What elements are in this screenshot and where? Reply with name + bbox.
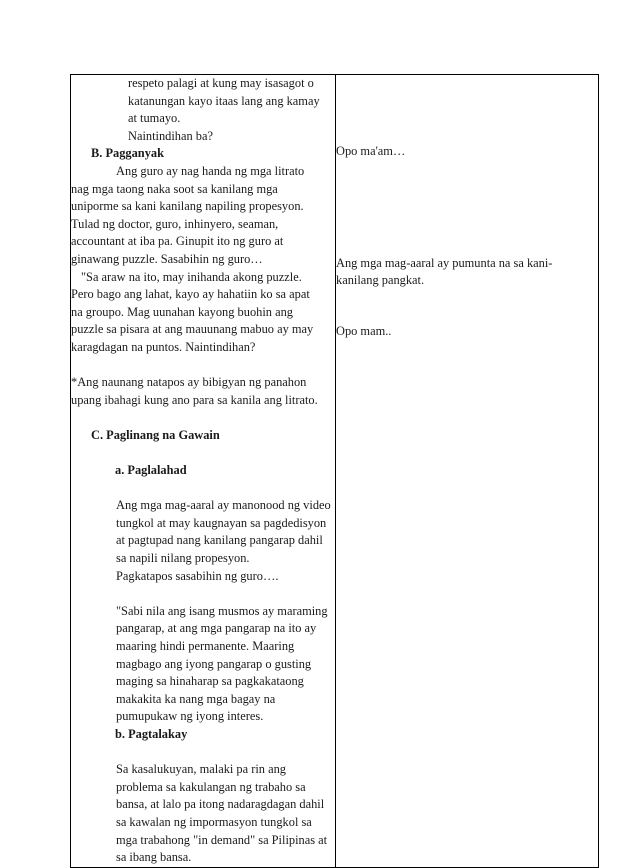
sub-b-line: problema sa kakulangan ng trabaho sa: [116, 779, 306, 794]
sub-a-quote-line: magbago ang iyong pangarap o gusting: [116, 656, 312, 671]
student-activity-cell: [336, 75, 599, 868]
quote-line: Pero bago ang lahat, kayo ay hahatiin ko sa apat: [71, 287, 310, 302]
student-reply: Opo mam..: [336, 323, 392, 338]
sub-a-heading: a. Paglalahad: [115, 463, 187, 478]
section-b-line: ginawang puzzle. Sasabihin ng guro…: [71, 251, 263, 266]
sub-a-quote-line: maaring hindi permanente. Maaring: [116, 639, 295, 653]
teacher-activity-cell: [71, 75, 336, 868]
sub-a-quote-line: maging sa hinaharap sa pagkakataong: [116, 674, 304, 689]
intro-line: respeto palagi at kung may isasagot o: [128, 76, 314, 90]
sub-a-quote-line: pumupukaw ng iyong interes.: [116, 709, 264, 724]
section-b-line: Ang guro ay nag handa ng mga litrato: [116, 163, 305, 178]
note-line: upang ibahagi kung ano para sa kanila ang litrato.: [71, 392, 318, 407]
quote-line: puzzle sa pisara at ang mauunang mabuo ay may: [71, 322, 314, 337]
quote-line: na groupo. Mag uunahan kayong buohin ang: [71, 304, 293, 319]
section-b-line: uniporme sa kani kanilang napiling propesyon.: [71, 199, 304, 214]
sub-b-line: sa kawalan ng impormasyon tungkol sa: [116, 814, 312, 829]
quote-line: karagdagan na puntos. Naintindihan?: [71, 339, 256, 354]
section-b-line: Tulad ng doctor, guro, inhinyero, seaman,: [71, 216, 279, 231]
student-reply: Ang mga mag-aaral ay pumunta na sa kani-: [336, 255, 553, 270]
sub-a-quote-line: makakita ka nang mga bagay na: [116, 691, 276, 706]
section-b-heading: B. Pagganyak: [91, 146, 164, 161]
sub-a-quote-line: pangarap, at ang mga pangarap na ito ay: [116, 621, 317, 636]
table-row: [71, 75, 599, 868]
sub-b-line: bansa, at lalo pa itong nadaragdagan dahil: [116, 797, 325, 812]
intro-line: katanungan kayo itaas lang ang kamay: [128, 93, 320, 108]
note-line: *Ang naunang natapos ay bibigyan ng panahon: [71, 375, 307, 390]
student-reply: kanilang pangkat.: [336, 273, 425, 288]
lesson-plan-table: [70, 74, 599, 868]
sub-b-line: Sa kasalukuyan, malaki pa rin ang: [116, 762, 286, 777]
section-b-line: nag mga taong naka soot sa kanilang mga: [71, 181, 278, 196]
section-b-line: accountant at iba pa. Ginupit ito ng guro at: [71, 234, 284, 249]
section-c-heading: C. Paglinang na Gawain: [91, 427, 220, 442]
intro-line: Naintindihan ba?: [128, 128, 213, 143]
sub-a-line: sa napili nilang propesyon.: [116, 551, 250, 566]
sub-a-line: Pagkatapos sasabihin ng guro….: [116, 568, 279, 583]
quote-line: "Sa araw na ito, may inihanda akong puzzle.: [81, 269, 302, 284]
sub-a-line: at pagtupad nang kanilang pangarap dahil: [116, 533, 323, 548]
sub-a-line: tungkol at may kaugnayan sa pagdedisyon: [116, 515, 327, 530]
sub-b-heading: b. Pagtalakay: [115, 726, 188, 741]
sub-b-line: sa ibang bansa.: [116, 850, 192, 865]
student-reply: Opo ma'am…: [336, 144, 406, 158]
sub-a-line: Ang mga mag-aaral ay manonood ng video: [116, 498, 331, 513]
sub-b-line: mga trabahong "in demand" sa Pilipinas at: [116, 832, 328, 847]
intro-line: at tumayo.: [128, 111, 181, 126]
sub-a-quote-line: "Sabi nila ang isang musmos ay maraming: [116, 603, 328, 618]
